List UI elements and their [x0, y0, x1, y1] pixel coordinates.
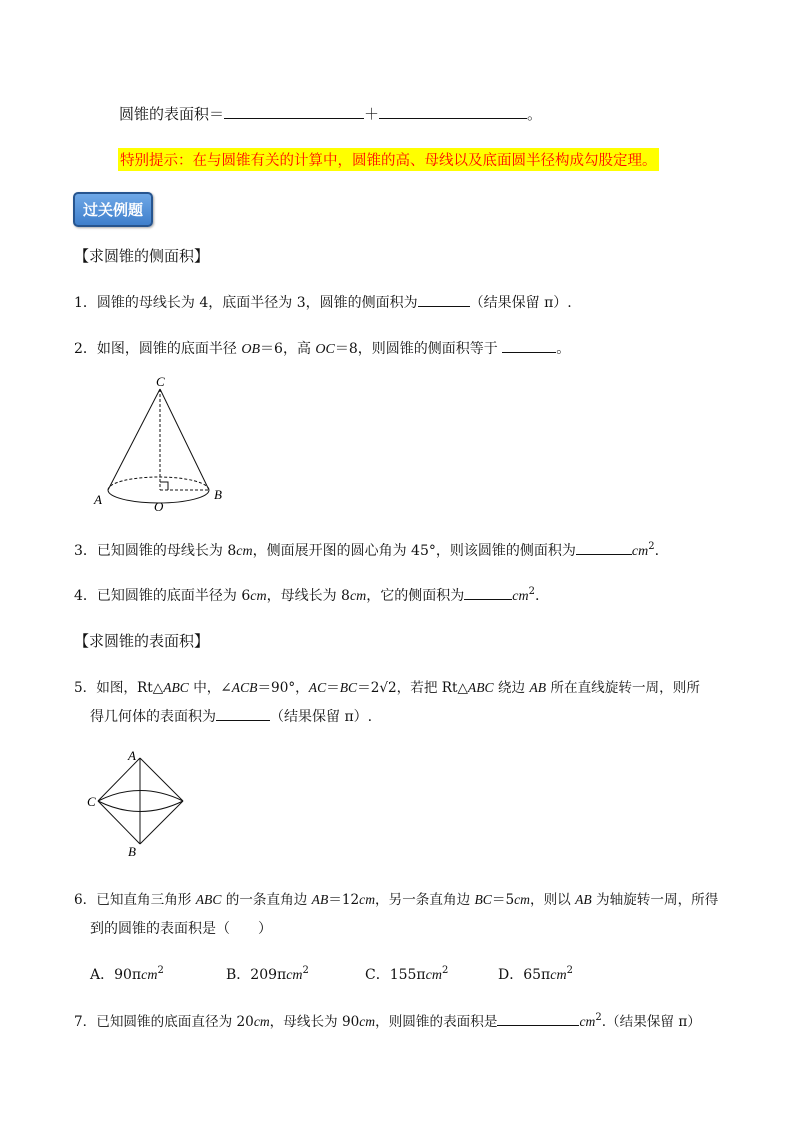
unit-exponent: 2 — [528, 586, 535, 597]
question-1 — [74, 292, 572, 312]
question-note: （结果保留 π）. — [270, 709, 373, 725]
question-text: 中，∠ — [188, 680, 232, 696]
label-a: A — [94, 492, 102, 507]
option-c — [365, 964, 448, 984]
unit-cm: cm — [349, 589, 367, 604]
question-6-line-1 — [74, 888, 718, 908]
unit-exponent: 2 — [441, 965, 449, 976]
unit-cm: cm — [550, 968, 567, 983]
double-cone-figure — [84, 746, 194, 864]
question-end: . — [654, 543, 660, 559]
edge-a-right — [140, 758, 183, 801]
unit-cm: cm — [236, 544, 253, 559]
option-label: C．155π — [365, 967, 426, 983]
cone-slant-left — [108, 389, 160, 490]
var-oc: OC — [315, 342, 335, 357]
var-abc: ABC — [195, 892, 222, 907]
question-number: 6． — [74, 892, 97, 908]
unit-cm: cm — [359, 1014, 376, 1029]
answer-blank — [464, 585, 512, 600]
question-number: 2． — [74, 341, 97, 357]
answer-blank — [497, 1011, 579, 1026]
unit-cm: cm — [359, 892, 376, 907]
answer-blank — [216, 706, 270, 721]
question-text: ＝6，高 — [260, 341, 316, 357]
unit-cm: cm — [631, 544, 649, 559]
var-ab: AB — [575, 892, 592, 907]
question-text: ，母线长为 8 — [266, 588, 350, 604]
question-number: 3． — [74, 543, 97, 559]
answer-blank — [418, 292, 470, 307]
var-abc: ABC — [467, 680, 494, 695]
unit-cm: cm — [425, 968, 442, 983]
question-text: 已知圆锥的母线长为 8 — [96, 543, 237, 559]
question-text: 如图，圆锥的底面半径 — [96, 341, 242, 357]
var-ab: AB — [529, 680, 547, 695]
option-label: D．65π — [498, 967, 551, 983]
question-text: ，侧面展开图的圆心角为 45°，则该圆锥的侧面积为 — [252, 543, 576, 559]
label-o: O — [154, 499, 164, 514]
unit-exponent: 2 — [302, 965, 309, 976]
unit-exponent: 2 — [566, 965, 573, 976]
question-number: 4． — [74, 588, 97, 604]
var-ob: OB — [241, 342, 261, 357]
cone-figure — [88, 372, 238, 517]
formula-end: 。 — [527, 105, 543, 123]
var-bc: BC — [339, 680, 358, 695]
var-ab: AB — [311, 892, 329, 907]
question-text: 为轴旋转一周，所得 — [591, 892, 719, 908]
question-number: 5． — [74, 680, 97, 696]
unit-cm: cm — [253, 1014, 270, 1029]
section-heading: 【求圆锥的表面积】 — [74, 632, 210, 650]
question-note: （结果保留 π）. — [469, 295, 572, 311]
cone-slant-right — [160, 389, 209, 490]
question-7 — [74, 1010, 701, 1030]
question-number: 7． — [74, 1014, 97, 1030]
question-text: 所在直线旋转一周，则所 — [546, 680, 700, 696]
option-d — [498, 964, 573, 984]
question-end: . — [535, 588, 540, 604]
question-text: ＝90°， — [257, 680, 309, 696]
edge-ac — [98, 758, 140, 801]
answer-blank — [224, 104, 364, 119]
label-c: C — [156, 374, 165, 389]
question-text: ＝2√2，若把 Rt△ — [357, 680, 468, 696]
label-c: C — [87, 794, 96, 809]
special-tip: 特别提示：在与圆锥有关的计算中，圆锥的高、母线以及底面圆半径构成勾股定理。 — [118, 148, 659, 171]
question-text: 已知直角三角形 — [96, 892, 196, 908]
question-text: ＝8，则圆锥的侧面积等于 — [334, 341, 503, 357]
answer-blank — [379, 104, 527, 119]
unit-exponent: 2 — [648, 541, 655, 552]
option-label: A．90π — [90, 967, 142, 983]
question-text: ＝12 — [328, 892, 360, 908]
label-b: B — [128, 844, 136, 859]
question-note: .（结果保留 π） — [601, 1014, 701, 1030]
edge-b-right — [140, 801, 183, 844]
question-text: 绕边 — [493, 680, 530, 696]
edge-cb — [98, 801, 140, 844]
question-text: ＝5 — [491, 892, 515, 908]
section-heading: 【求圆锥的侧面积】 — [74, 247, 210, 265]
section-badge: 过关例题 — [73, 192, 153, 227]
question-text: 圆锥的母线长为 4，底面半径为 3，圆锥的侧面积为 — [96, 295, 418, 311]
question-6-line-2: 到的圆锥的表面积是（ ） — [90, 921, 272, 937]
question-text: ＝ — [326, 680, 340, 696]
question-3 — [74, 540, 659, 560]
formula-plus: ＋ — [364, 105, 380, 123]
question-end: 。 — [556, 341, 571, 357]
label-a: A — [128, 748, 136, 763]
question-text: 已知圆锥的底面直径为 20 — [96, 1014, 254, 1030]
var-ac: AC — [308, 680, 327, 695]
formula-prefix: 圆锥的表面积＝ — [119, 105, 225, 123]
question-text: 已知圆锥的底面半径为 6 — [96, 588, 251, 604]
answer-blank — [502, 338, 556, 353]
question-2 — [74, 338, 570, 358]
var-bc: BC — [474, 892, 492, 907]
base-back-arc — [108, 477, 209, 490]
answer-blank — [576, 540, 632, 555]
question-text: ，则以 — [529, 892, 576, 908]
question-4 — [74, 585, 539, 605]
question-5-line-1 — [74, 676, 700, 696]
var-acb: ACB — [231, 680, 258, 695]
formula-line — [119, 103, 542, 124]
option-a — [90, 964, 164, 984]
question-number: 1． — [74, 295, 97, 311]
question-text: 得几何体的表面积为 — [90, 709, 216, 725]
question-text: ，它的侧面积为 — [366, 588, 465, 604]
unit-cm: cm — [286, 968, 303, 983]
question-text: ，另一条直角边 — [375, 892, 475, 908]
label-b: B — [214, 487, 222, 502]
right-angle-mark — [160, 482, 168, 490]
unit-cm: cm — [514, 892, 530, 907]
option-label: B．209π — [226, 967, 287, 983]
option-b — [226, 964, 309, 984]
question-text: 如图，Rt△ — [96, 680, 164, 696]
question-5-line-2 — [90, 706, 372, 726]
unit-cm: cm — [579, 1014, 596, 1029]
unit-cm: cm — [250, 589, 267, 604]
question-text: 的一条直角边 — [221, 892, 312, 908]
var-abc: ABC — [163, 680, 189, 695]
unit-cm: cm — [512, 589, 529, 604]
unit-cm: cm — [141, 968, 158, 983]
question-text: ，则圆锥的表面积是 — [375, 1014, 498, 1030]
question-text: ，母线长为 90 — [269, 1014, 360, 1030]
unit-exponent: 2 — [157, 965, 164, 976]
unit-exponent: 2 — [595, 1012, 602, 1023]
